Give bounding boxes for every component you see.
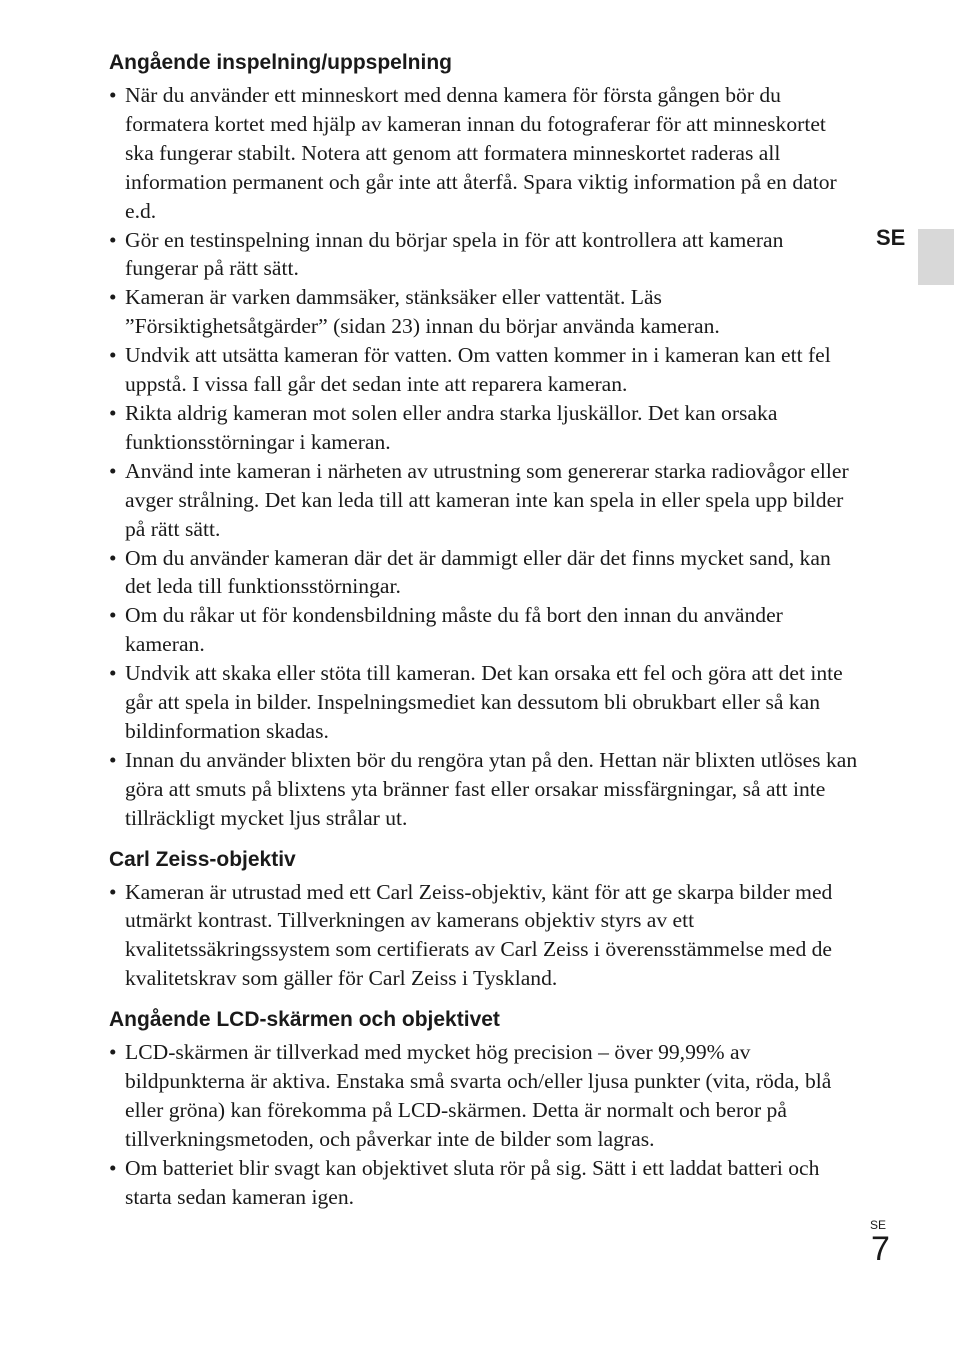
bullet-icon: • bbox=[109, 1155, 117, 1180]
list-item-text: Gör en testinspelning innan du börjar spela in för att kontrollera att kameran fungerar på rätt sätt. bbox=[125, 227, 784, 281]
bullet-list bbox=[109, 81, 859, 833]
page-language: SE bbox=[870, 1218, 887, 1232]
list-item-text: Om du råkar ut för kondensbildning måste du få bort den innan du använder kameran. bbox=[125, 603, 783, 657]
bullet-list bbox=[109, 1038, 859, 1211]
list-item bbox=[109, 1154, 859, 1212]
list-item bbox=[109, 601, 859, 659]
list-item bbox=[109, 878, 859, 994]
bullet-icon: • bbox=[109, 1040, 117, 1065]
bullet-icon: • bbox=[109, 83, 117, 107]
page-footer bbox=[870, 1218, 900, 1266]
list-item bbox=[109, 81, 859, 226]
list-item bbox=[109, 341, 859, 399]
list-item bbox=[109, 226, 859, 284]
list-item-text: Rikta aldrig kameran mot solen eller andra starka ljuskällor. Det kan orsaka funktionsstörningar i kameran. bbox=[125, 400, 778, 454]
list-item-text: När du använder ett minneskort med denna kamera för första gången bör du formatera kortet med hjälp av kameran innan du fotograferar för att minneskortet ska fungerar stabilt. Notera att genom att formatera minneskortet raderas all information permanent och går inte att återfå. Spara viktig information på en dator e.d. bbox=[125, 83, 837, 223]
bullet-icon: • bbox=[109, 343, 117, 368]
bullet-icon: • bbox=[109, 661, 117, 686]
bullet-icon: • bbox=[109, 879, 117, 904]
list-item-text: Använd inte kameran i närheten av utrustning som genererar starka radiovågor eller avger strålning. Det kan leda till att kameran inte kan spela in eller spela upp bilder på rätt sätt. bbox=[125, 458, 849, 541]
language-tab-label: SE bbox=[876, 225, 906, 250]
page-number: 7 bbox=[871, 1230, 890, 1268]
bullet-icon: • bbox=[109, 285, 117, 310]
bullet-icon: • bbox=[109, 400, 117, 425]
bullet-icon: • bbox=[109, 545, 117, 570]
section-heading: Carl Zeiss-objektiv bbox=[109, 847, 296, 871]
list-item-text: LCD-skärmen är tillverkad med mycket hög precision – över 99,99% av bildpunkterna är aktiva. Enstaka små svarta och/eller ljusa punkter (vita, röda, blå eller gröna) kan förekomma på LCD-skärmen. Detta är normalt och beror på tillverkningsmetoden, och påverkar inte de bilder som lagras. bbox=[125, 1040, 832, 1151]
list-item bbox=[109, 544, 859, 602]
section-recording-playback bbox=[109, 48, 859, 833]
document-body bbox=[109, 48, 859, 1212]
list-item-text: Undvik att skaka eller stöta till kameran. Det kan orsaka ett fel och göra att det inte går att spela in bilder. Inspelningsmediet kan dessutom bli obrukbart eller så kan bildinformation skadas. bbox=[125, 661, 843, 743]
section-lcd-and-lens bbox=[109, 1005, 859, 1211]
list-item bbox=[109, 399, 859, 457]
list-item-text: Kameran är utrustad med ett Carl Zeiss-objektiv, känt för att ge skarpa bilder med utmärkt kontrast. Tillverkningen av kamerans objektiv styrs av ett kvalitetssäkringssystem som certifierats av Carl Zeiss i överensstämmelse med de kvalitetskrav som gäller för Carl Zeiss i Tyskland. bbox=[125, 879, 833, 991]
list-item bbox=[109, 457, 859, 544]
list-item-text: Om du använder kameran där det är dammigt eller där det finns mycket sand, kan det leda till funktionsstörningar. bbox=[125, 545, 831, 599]
list-item bbox=[109, 659, 859, 746]
bullet-icon: • bbox=[109, 603, 117, 628]
list-item-text: Om batteriet blir svagt kan objektivet sluta rör på sig. Sätt i ett laddat batteri och starta sedan kameran igen. bbox=[125, 1155, 820, 1209]
list-item bbox=[109, 1038, 859, 1154]
section-carl-zeiss-lens bbox=[109, 845, 859, 994]
list-item bbox=[109, 283, 859, 341]
section-heading: Angående LCD-skärmen och objektivet bbox=[109, 1008, 500, 1032]
bullet-icon: • bbox=[109, 227, 117, 252]
list-item-text: Undvik att utsätta kameran för vatten. Om vatten kommer in i kameran kan ett fel uppstå. I vissa fall går det sedan inte att reparera kameran. bbox=[125, 343, 831, 397]
bullet-icon: • bbox=[109, 458, 117, 483]
list-item bbox=[109, 746, 859, 833]
bullet-icon: • bbox=[109, 747, 117, 772]
section-heading: Angående inspelning/uppspelning bbox=[109, 51, 453, 74]
language-tab-marker bbox=[918, 229, 954, 285]
bullet-list bbox=[109, 878, 859, 994]
list-item-text: Kameran är varken dammsäker, stänksäker eller vattentät. Läs ”Försiktighetsåtgärder” (sidan 23) innan du börjar använda kameran. bbox=[125, 285, 720, 339]
list-item-text: Innan du använder blixten bör du rengöra ytan på den. Hettan när blixten utlöses kan göra att smuts på blixtens yta bränner fast eller orsakar missfärgningar, så att inte tillräckligt mycket ljus strålar ut. bbox=[125, 747, 858, 830]
